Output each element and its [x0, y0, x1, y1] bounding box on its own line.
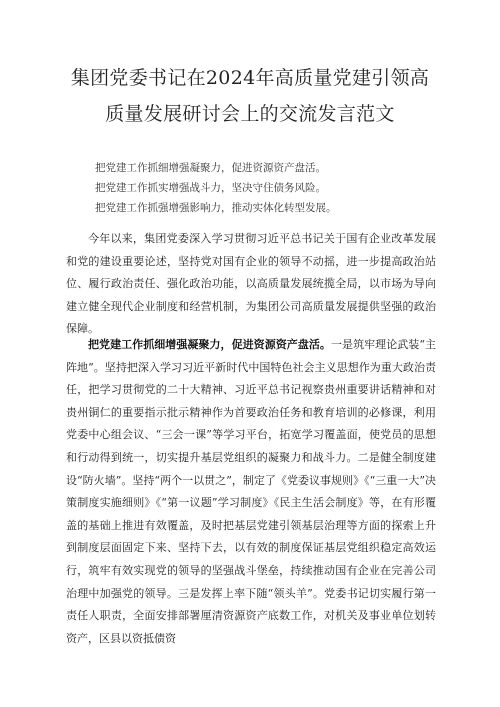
document-title-line-2: 质量发展研讨会上的交流发言范文 [105, 103, 395, 125]
section-1-heading: 把党建工作抓细增强凝聚力，促进资源资产盘活。 [88, 338, 331, 351]
section-1-paragraph [66, 334, 436, 650]
summary-item-2: 把党建工作抓实增强战斗力，坚决守住债务风险。 [95, 182, 326, 194]
intro-paragraph: 今年以来，集团党委深入学习贯彻习近平总书记关于国有企业改革发展和党的建设重要论述，坚持党对国有企业的领导不动摇，进一步提高政治站位、履行政治责任、强化政治功能，以高质量发展统揽全局，以市场为导向建立健全现代企业制度和经营机制，为集团公司高质量发展提供坚强的政治保障。 [66, 232, 436, 336]
document-title-line-1: 集团党委书记在2024年高质量党建引领高 [70, 67, 430, 89]
summary-item-3: 把党建工作抓强增强影响力，推动实体化转型发展。 [95, 202, 337, 214]
section-1-body: 一是筑牢理论武装“主阵地”。坚持把深入学习习近平新时代中国特色社会主义思想作为重大政治责任，把学习贯彻党的二十大精神、习近平总书记视察贵州重要讲话精神和对贵州铜仁的重要指示批示精神作为首要政治任务和教育培训的必修课，利用党委中心组会议、“三会一课”等学习平台，拓宽学习覆盖面，使党员的思想和行动得到统一，切实提升基层党组织的凝聚力和战斗力。二是健全制度建设“防火墙”。坚持“两个一以贯之”，制定了《党委议事规则》《“三重一大”决策制度实施细则》《“第一议题”学习制度》《民主生活会制度》等，在有形覆盖的基础上推进有效覆盖，及时把基层党建引领基层治理等方面的探索上升到制度层面固定下来、坚持下去，以有效的制度保证基层党组织稳定高效运行，筑牢有效实现党的领导的坚强战斗堡垒，持续推动国有企业在完善公司治理中加强党的领导。三是发挥上率下随“领头羊”。党委书记切实履行第一责任人职责，全面安排部署厘清资源资产底数工作，对机关及事业单位划转资产，区县以资抵债资 [66, 338, 437, 645]
summary-item-1: 把党建工作抓细增强凝聚力，促进资源资产盘活。 [95, 162, 326, 174]
